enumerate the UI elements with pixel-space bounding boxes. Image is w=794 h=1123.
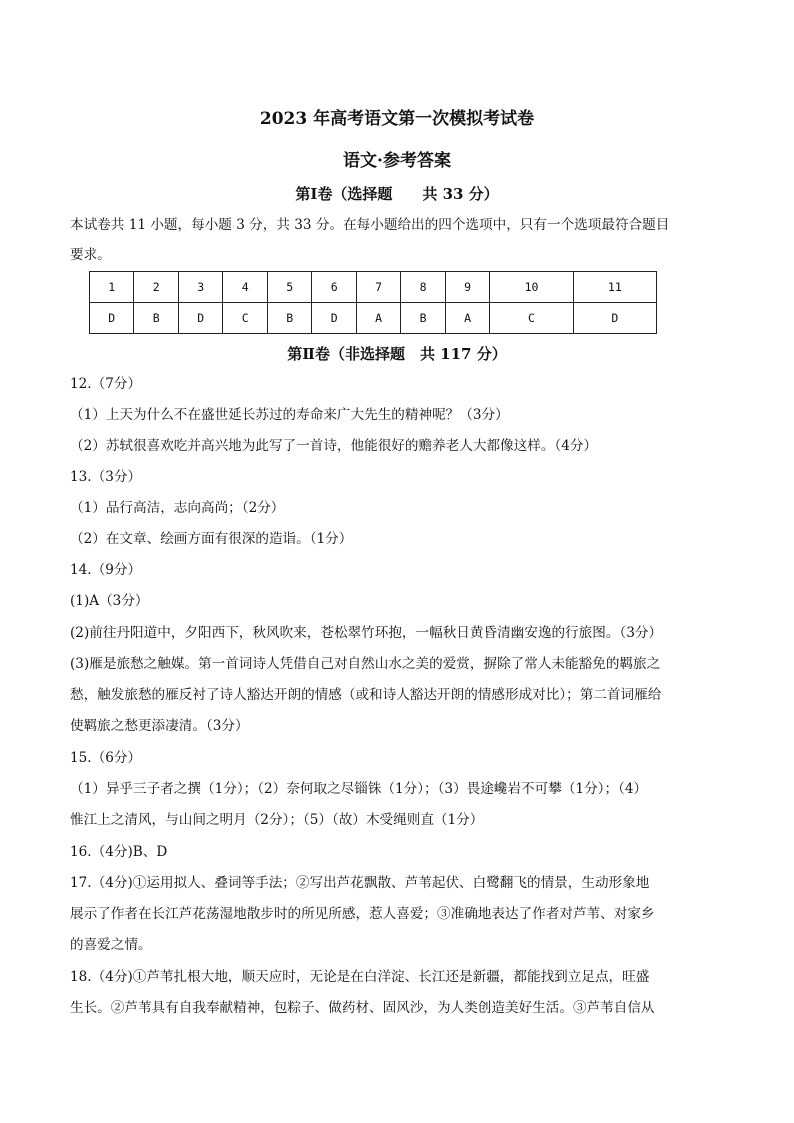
question-number-cell: 9 [445, 272, 489, 303]
question-number-cell: 5 [267, 272, 311, 303]
question-number-cell: 6 [312, 272, 356, 303]
answer-cell: D [178, 303, 222, 334]
question-number-row [90, 272, 657, 303]
answer-cell: C [223, 303, 267, 334]
question-number-cell: 10 [490, 272, 573, 303]
answer-row [90, 303, 657, 334]
answer-line: 12.（7分） [70, 376, 142, 392]
answer-cell: B [267, 303, 311, 334]
answer-cell: D [90, 303, 134, 334]
answer-line: (2)前往丹阳道中，夕阳西下，秋风吹来，苍松翠竹环抱，一幅秋日黄昏清幽安逸的行旅图。（3分） [70, 625, 663, 641]
answer-cell: C [490, 303, 573, 334]
question-number-cell: 2 [134, 272, 178, 303]
answer-cell: D [573, 303, 656, 334]
question-number-cell: 8 [401, 272, 445, 303]
answer-line: （1）上天为什么不在盛世延长苏过的寿命来广大先生的精神呢？（3分） [70, 407, 509, 423]
answer-line: (1)A（3分） [70, 593, 149, 609]
question-number-cell: 4 [223, 272, 267, 303]
answer-cell: B [401, 303, 445, 334]
answer-line: （2）苏轼很喜欢吃并高兴地为此写了一首诗，他能很好的赡养老人大都像这样。（4分） [70, 438, 598, 454]
question-number-cell: 3 [178, 272, 222, 303]
question-number-cell: 11 [573, 272, 656, 303]
answer-cell: B [134, 303, 178, 334]
answer-line: 14.（9分） [70, 562, 142, 578]
answer-cell: A [445, 303, 489, 334]
answer-table [89, 271, 657, 334]
answer-line: 使羁旅之愁更添凄清。（3分） [70, 718, 249, 734]
answer-line: 16.（4分)B、D [70, 844, 168, 860]
answer-cell: A [356, 303, 400, 334]
section1-intro-line: 要求。 [70, 247, 111, 263]
answer-line: 18.（4分)①芦苇扎根大地，顺天应时，无论是在白洋淀、长江还是新疆，都能找到立足点，旺盛 [70, 969, 650, 985]
answer-line: 的喜爱之情。 [70, 937, 152, 953]
answer-line: (3)雁是旅愁之触媒。第一首词诗人凭借自己对自然山水之美的爱赏，摒除了常人未能豁免的羁旅之 [70, 656, 661, 672]
answer-line: （1）品行高洁，志向高尚；（2分） [70, 500, 285, 516]
section1-heading: 第Ⅰ卷（选择题 共 33 分） [295, 185, 499, 203]
answer-line: 17.（4分)①运用拟人、叠词等手法；②写出芦花飘散、芦苇起伏、白鹭翻飞的情景，生动形象地 [70, 875, 650, 891]
answer-line: 愁，触发旅愁的雁反衬了诗人豁达开朗的情感（或和诗人豁达开朗的情感形成对比）；第二首词雁给 [70, 687, 662, 703]
answer-key-subtitle: 语文·参考答案 [343, 151, 451, 171]
answer-cell: D [312, 303, 356, 334]
answer-line: （1）异乎三子者之撰（1分）；（2）奈何取之尽锱铢（1分）；（3）畏途巉岩不可攀（1分）；（4） [70, 781, 648, 797]
section1-intro-line: 本试卷共 11 小题，每小题 3 分，共 33 分。在每小题给出的四个选项中，只有一个选项最符合题目 [70, 217, 670, 233]
exam-title: 2023 年高考语文第一次模拟考试卷 [259, 109, 535, 129]
answer-line: 惟江上之清风，与山间之明月（2分）；（5）（故）木受绳则直（1分） [70, 812, 484, 828]
section2-heading: 第Ⅱ卷（非选择题 共 117 分） [287, 345, 507, 363]
answer-line: 15.（6分） [70, 750, 142, 766]
question-number-cell: 1 [90, 272, 134, 303]
answer-line: 生长。②芦苇具有自我奉献精神，包粽子、做药材、固风沙，为人类创造美好生活。③芦苇自信从 [70, 1000, 655, 1016]
answer-line: 13.（3分） [70, 469, 142, 485]
question-number-cell: 7 [356, 272, 400, 303]
answer-line: 展示了作者在长江芦花荡湿地散步时的所见所感，惹人喜爱；③准确地表达了作者对芦苇、对家乡 [70, 906, 655, 922]
answer-line: （2）在文章、绘画方面有很深的造诣。（1分） [70, 531, 353, 547]
